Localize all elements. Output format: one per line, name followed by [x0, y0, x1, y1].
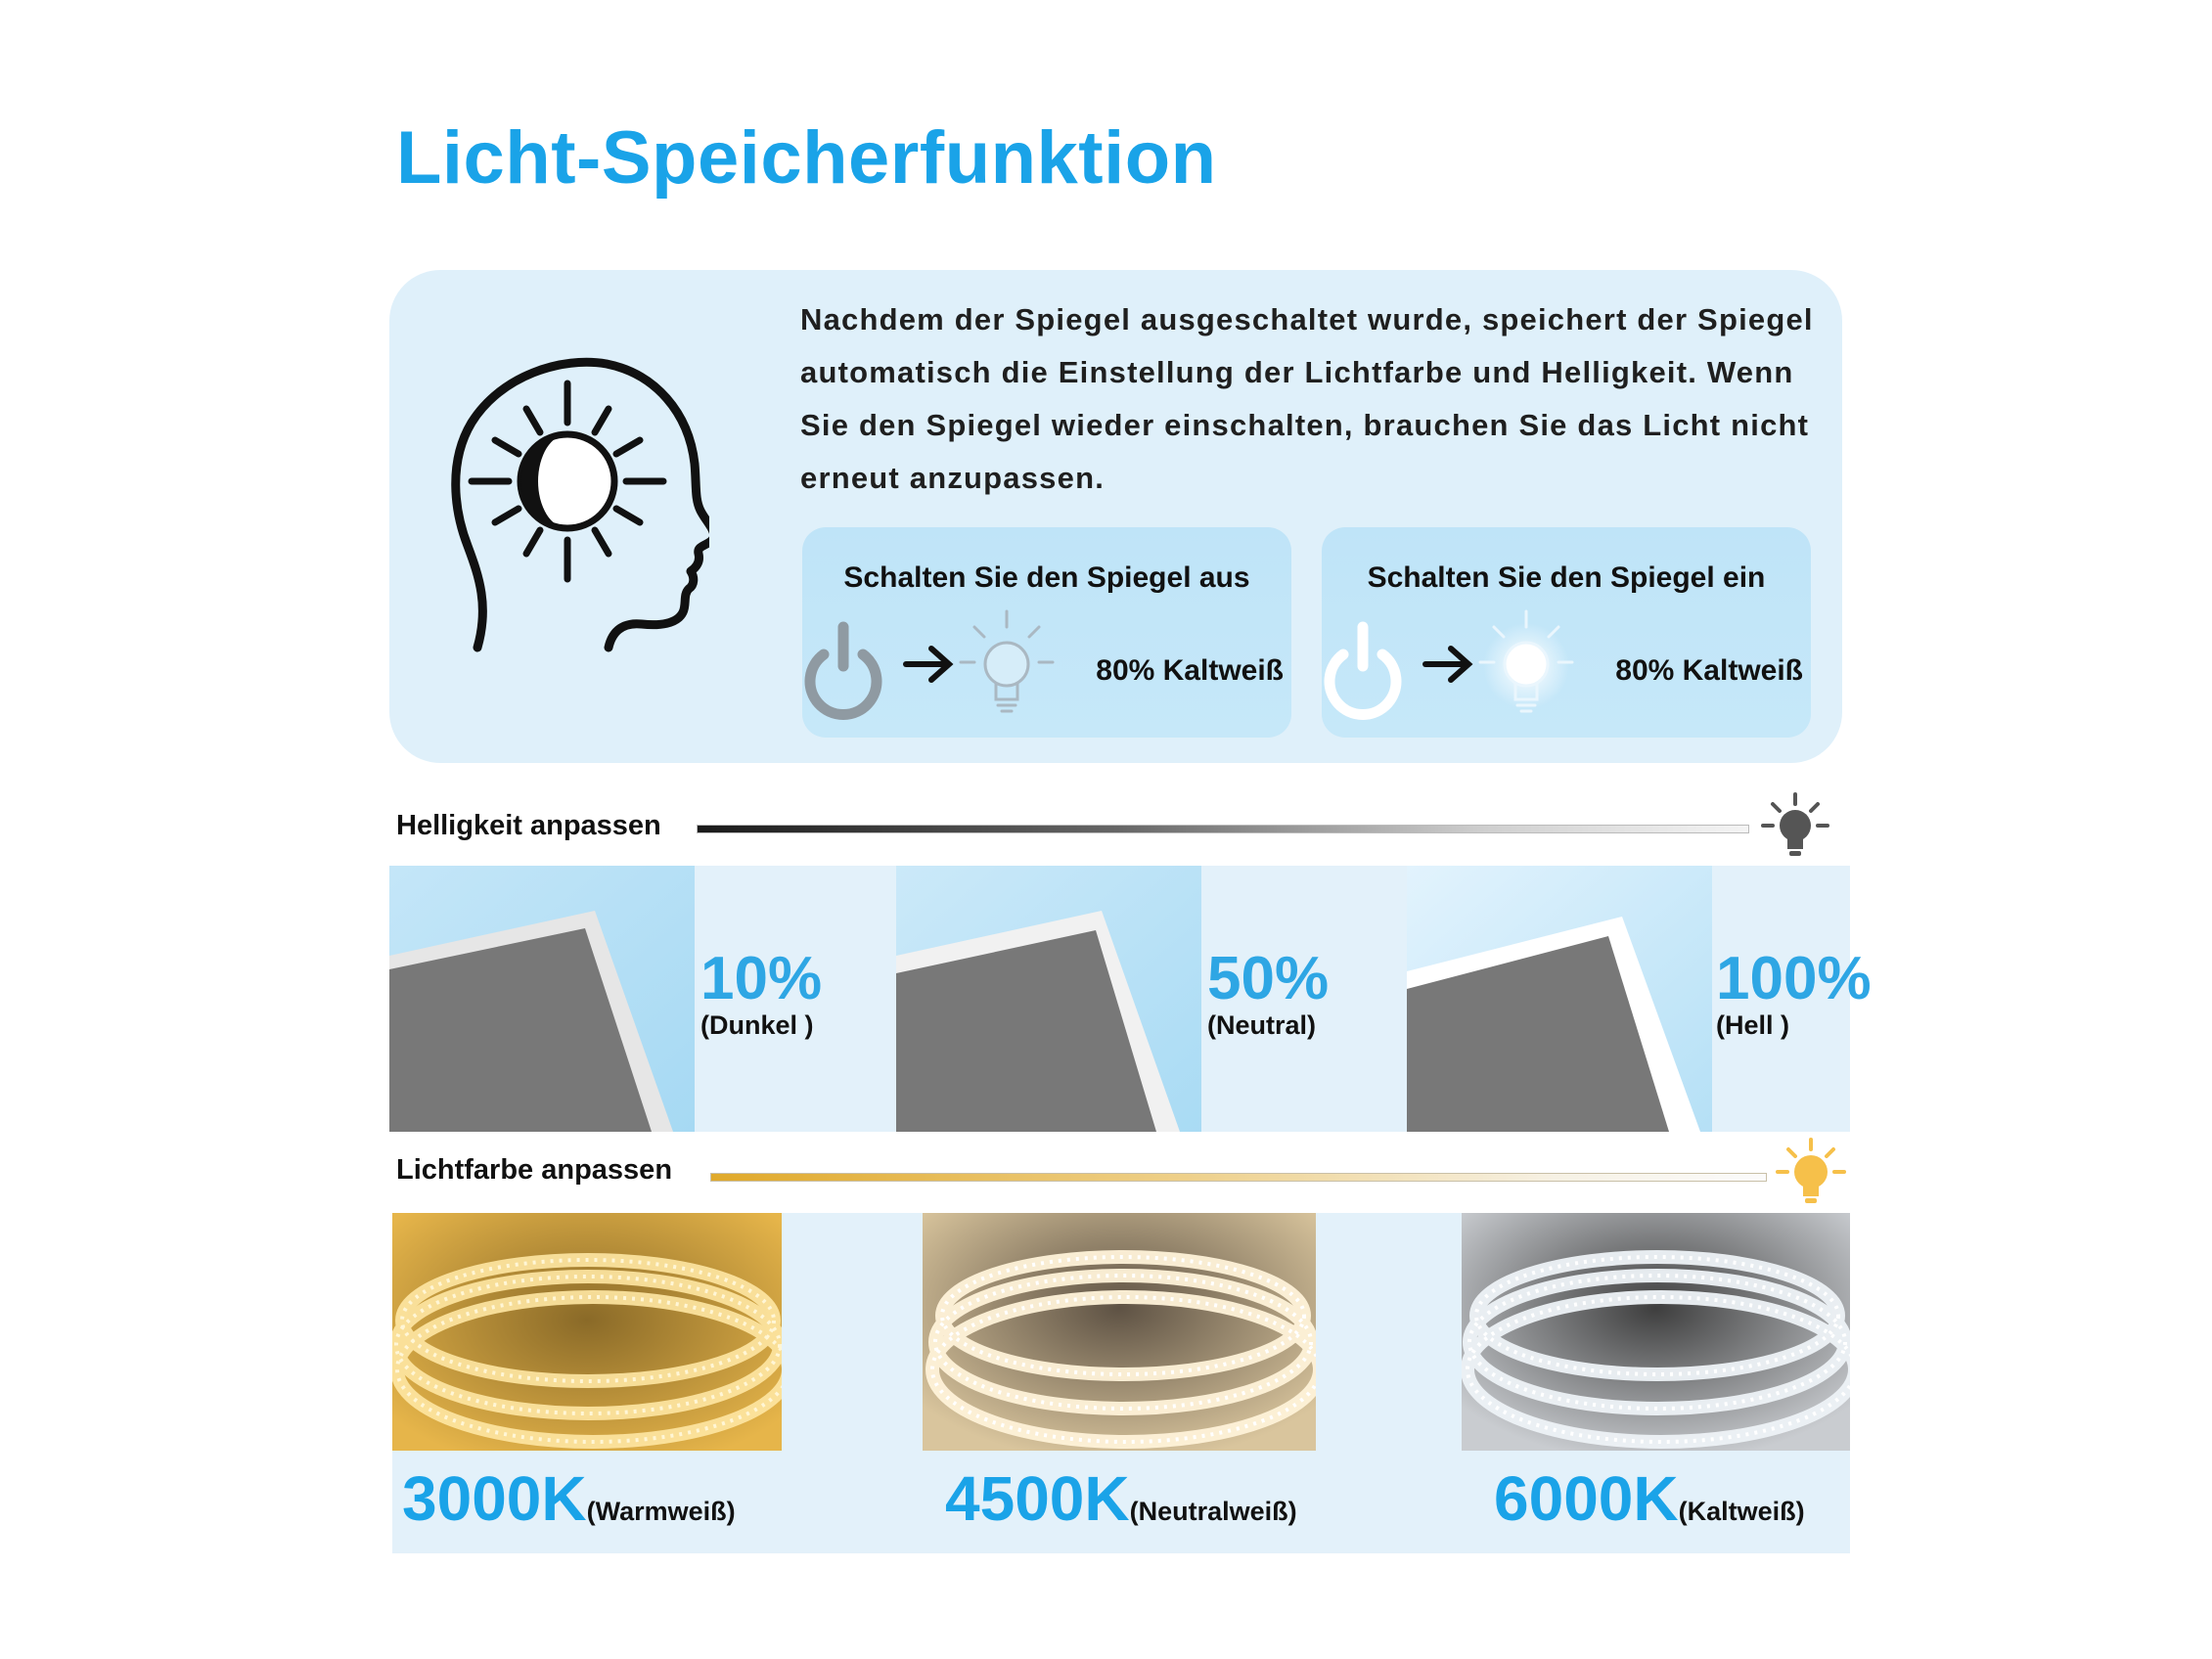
head-with-sun-moon-icon — [450, 354, 709, 659]
power-icon — [810, 627, 877, 714]
brightness-levels — [389, 866, 1872, 1132]
description-line: automatisch die Einstellung der Lichtfarbe und Helligkeit. Wenn — [800, 355, 1794, 389]
color-temperature-options — [392, 1213, 1850, 1553]
light-bulb-icon — [1761, 792, 1829, 861]
brightness-percent: 50% — [1207, 945, 1330, 1012]
light-bulb-icon — [1776, 1138, 1846, 1208]
description-line: Sie den Spiegel wieder einschalten, brauchen Sie das Licht nicht — [800, 408, 1810, 442]
description — [800, 293, 1837, 505]
mirror-100-percent-image — [1407, 866, 1712, 1132]
page-title: Licht-Speicherfunktion — [396, 116, 1217, 200]
color-gradient-bar — [710, 1173, 1767, 1182]
power-icon — [1330, 627, 1396, 714]
card-mirror-on — [1322, 527, 1811, 738]
kelvin-value: 6000K — [1494, 1463, 1679, 1534]
power-arrow-bulb-graphic — [802, 605, 1057, 738]
mirror-50-percent-image — [896, 866, 1201, 1132]
mirror-10-percent-image — [389, 866, 695, 1132]
card-title: Schalten Sie den Spiegel ein — [1367, 561, 1766, 594]
card-title: Schalten Sie den Spiegel aus — [843, 561, 1250, 594]
color-temperature-label: Lichtfarbe anpassen — [396, 1154, 673, 1186]
brightness-level-name: (Neutral) — [1207, 1010, 1317, 1040]
brightness-gradient-bar — [697, 825, 1749, 833]
brightness-level-name: (Hell ) — [1716, 1010, 1790, 1040]
color-temp-6000k — [1494, 1462, 1805, 1535]
led-strip-6000k-image — [1462, 1213, 1850, 1451]
led-strip-4500k-image — [923, 1213, 1316, 1451]
brightness-level-name: (Dunkel ) — [700, 1010, 814, 1040]
arrow-right-icon — [1425, 649, 1468, 680]
description-line: Nachdem der Spiegel ausgeschaltet wurde, speichert der Spiegel — [800, 302, 1814, 336]
kelvin-name: (Warmweiß) — [586, 1497, 736, 1526]
brightness-percent: 100% — [1716, 945, 1872, 1012]
power-arrow-bulb-graphic — [1322, 605, 1576, 738]
card-value: 80% Kaltweiß — [1615, 654, 1803, 687]
color-temp-4500k — [945, 1462, 1297, 1535]
description-line: erneut anzupassen. — [800, 461, 1106, 495]
arrow-right-icon — [906, 649, 949, 680]
kelvin-value: 4500K — [945, 1463, 1130, 1534]
brightness-percent: 10% — [700, 945, 823, 1012]
led-strip-3000k-image — [392, 1213, 782, 1451]
brightness-label: Helligkeit anpassen — [396, 810, 661, 841]
light-bulb-icon — [961, 611, 1053, 711]
kelvin-name: (Kaltweiß) — [1678, 1497, 1805, 1526]
card-value: 80% Kaltweiß — [1096, 654, 1284, 687]
color-temp-3000k — [402, 1462, 736, 1535]
kelvin-name: (Neutralweiß) — [1129, 1497, 1297, 1526]
card-mirror-off — [802, 527, 1291, 738]
kelvin-value: 3000K — [402, 1463, 587, 1534]
